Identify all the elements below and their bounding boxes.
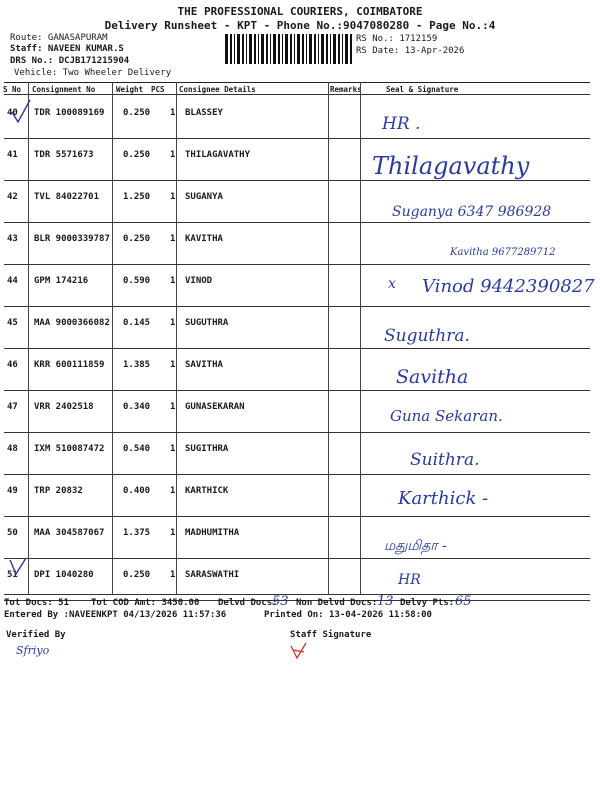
non-delivered-docs-label: Non Delvd Docs: [296,598,378,608]
tick-mark [10,98,32,124]
entered-by: Entered By :NAVEENKPT 04/13/2026 11:57:36 [4,610,227,620]
row-weight: 0.250 [123,108,151,118]
row-consignee-name: SARASWATHI [185,570,240,580]
verified-by-signature: Sfriyo [16,644,50,657]
barcode-image [225,34,353,64]
signature-51: HR [398,572,421,588]
row-pcs: 1 [170,276,176,286]
row-sno: 43 [7,234,18,244]
row-consignment-no: BLR 9000339787 [34,234,110,244]
col-pcs-header: PCS [151,85,165,94]
row-sno: 50 [7,528,18,538]
delivery-points-value: 65 [455,594,472,609]
row-sno: 46 [7,360,18,370]
row-sno: 47 [7,402,18,412]
row-consignment-no: KRR 600111859 [34,360,105,370]
row-pcs: 1 [170,570,176,580]
row-consignee-name: BLASSEY [185,108,223,118]
table-row [0,348,600,390]
col-seal-header: Seal & Signature [386,85,459,94]
col-sno-header: S No [3,85,22,94]
row-consignment-no: TDR 100089169 [34,108,105,118]
non-delivered-docs-value: 13 [377,594,394,609]
row-pcs: 1 [170,318,176,328]
row-consignee-name: SAVITHA [185,360,223,370]
total-cod-amount: Tot COD Amt: 3450.00 [91,598,200,608]
row-consignee-name: KAVITHA [185,234,223,244]
table-top-rule [4,82,590,83]
runsheet-title: Delivery Runsheet - KPT - Phone No.:9047080280 - Page No.:4 [104,19,496,32]
row-pcs: 1 [170,192,176,202]
row-weight: 0.540 [123,444,151,454]
row-pcs: 1 [170,150,176,160]
signature-45: Suguthra. [384,326,470,346]
total-docs: Tot Docs: 51 [4,598,70,608]
signature-40: HR . [382,114,421,134]
row-consignment-no: VRR 2402518 [34,402,94,412]
row-pcs: 1 [170,360,176,370]
row-consignee-name: GUNASEKARAN [185,402,245,412]
signature-44-cross: x [388,276,396,292]
company-title: THE PROFESSIONAL COURIERS, COIMBATORE [177,5,423,18]
signature-42: Suganya 6347 986928 [392,204,552,220]
col-consignee-header: Consignee Details [179,85,256,94]
row-consignee-name: SUGUTHRA [185,318,229,328]
row-pcs: 1 [170,234,176,244]
row-weight: 0.250 [123,570,151,580]
row-consignment-no: MAA 304587067 [34,528,105,538]
row-consignment-no: TRP 20832 [34,486,83,496]
staff-signature-label: Staff Signature [290,630,372,640]
row-consignment-no: DPI 1040280 [34,570,94,580]
row-pcs: 1 [170,486,176,496]
row-sno: 51 [7,570,18,580]
row-consignee-name: VINOD [185,276,213,286]
row-weight: 0.250 [123,234,151,244]
row-consignment-no: IXM 510087472 [34,444,105,454]
row-consignment-no: GPM 174216 [34,276,89,286]
staff-label: Staff: NAVEEN KUMAR.S [10,44,124,54]
row-sno: 42 [7,192,18,202]
row-sno: 40 [7,108,18,118]
vehicle-label: Vehicle: Two Wheeler Delivery [14,68,172,78]
rs-number: RS No.: 1712159 [356,34,438,44]
signature-41: Thilagavathy [372,152,530,180]
row-consignment-no: TDR 5571673 [34,150,94,160]
table-row [0,474,600,516]
row-weight: 0.400 [123,486,151,496]
delivered-docs-value: 53 [272,594,289,609]
row-consignment-no: MAA 9000366082 [34,318,110,328]
table-header-rule [4,94,590,95]
row-consignee-name: THILAGAVATHY [185,150,251,160]
row-weight: 0.590 [123,276,151,286]
row-sno: 41 [7,150,18,160]
row-consignee-name: SUGANYA [185,192,223,202]
row-pcs: 1 [170,108,176,118]
delivery-points-label: Delvy Pts: [400,598,455,608]
row-weight: 1.375 [123,528,151,538]
row-consignee-name: SUGITHRA [185,444,229,454]
verified-by-label: Verified By [6,630,66,640]
table-row [0,432,600,474]
row-pcs: 1 [170,402,176,412]
row-pcs: 1 [170,444,176,454]
col-weight-header: Weight [116,85,144,94]
row-weight: 0.145 [123,318,151,328]
route-label: Route: GANASAPURAM [10,33,108,43]
table-row [0,516,600,558]
row-sno: 45 [7,318,18,328]
row-sno: 48 [7,444,18,454]
signature-50: மதுமிதா - [384,538,447,554]
signature-44: Vinod 9442390827 [422,276,595,297]
rs-date: RS Date: 13-Apr-2026 [356,46,465,56]
table-row [0,390,600,432]
signature-49: Karthick - [398,488,489,509]
col-consignment-header: Consignment No [32,85,96,94]
row-weight: 0.250 [123,150,151,160]
row-pcs: 1 [170,528,176,538]
col-remarks-header: Remarks [330,85,362,94]
table-row [0,96,600,138]
row-consignee-name: MADHUMITHA [185,528,240,538]
row-weight: 1.250 [123,192,151,202]
staff-signature-mark [288,640,310,662]
row-sno: 44 [7,276,18,286]
delivered-docs-label: Delvd Docs: [218,598,278,608]
table-row [0,306,600,348]
signature-48: Suithra. [410,450,480,470]
table-bottom-rule [4,594,590,595]
row-weight: 0.340 [123,402,151,412]
drs-number: DRS No.: DCJB171215904 [10,56,130,66]
printed-on: Printed On: 13-04-2026 11:58:00 [264,610,432,620]
row-sno: 49 [7,486,18,496]
signature-43: Kavitha 9677289712 [450,247,556,258]
row-weight: 1.385 [123,360,151,370]
signature-47: Guna Sekaran. [390,407,503,425]
row-consignment-no: TVL 84022701 [34,192,100,202]
tick-mark [8,556,30,578]
signature-46: Savitha [396,366,469,388]
row-consignee-name: KARTHICK [185,486,229,496]
